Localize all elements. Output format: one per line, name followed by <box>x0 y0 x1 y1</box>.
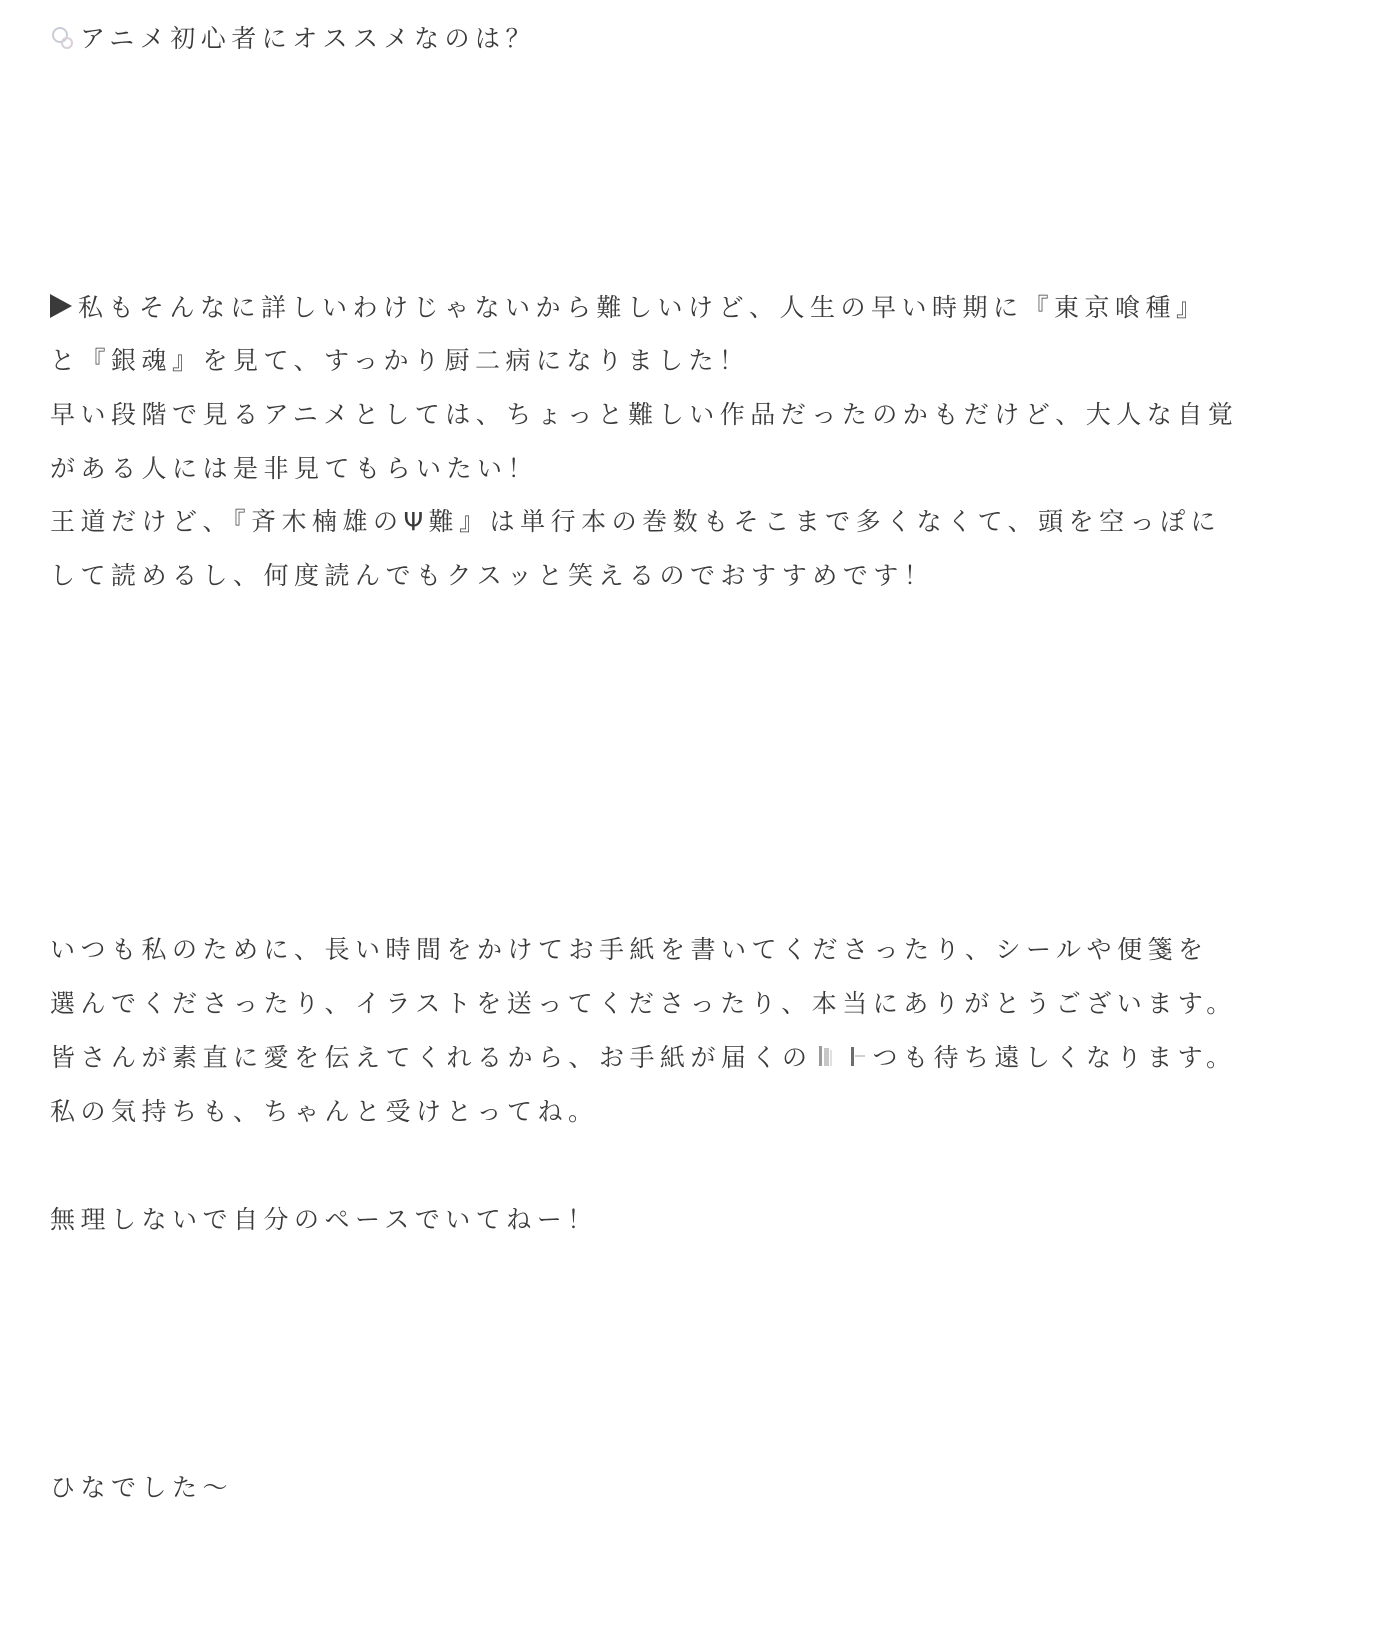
answer-line-4: がある人には是非見てもらいたい！ <box>50 454 539 483</box>
message-line-4: 私の気持ちも、ちゃんと受けとってね。 <box>50 1097 599 1126</box>
message-line-1: いつも私のために、長い時間をかけてお手紙を書いてくださったり、シールや便箋を <box>50 935 1209 964</box>
answer-line-5: 王道だけど、『斉木楠雄のΨ難』は単行本の巻数もそこまで多くなくて、頭を空っぽに <box>50 507 1222 536</box>
answer-line-2: と『銀魂』を見て、すっかり厨二病になりました！ <box>50 346 750 375</box>
message-line-2: 選んでくださったり、イラストを送ってくださったり、本当にありがとうございます。 <box>50 989 1237 1018</box>
message-line-3: 皆さんが素直に愛を伝えてくれるから、お手紙が届くの つも待ち遠しくなります。 <box>50 1043 1237 1072</box>
answer-line-6: して読めるし、何度読んでもクスッと笑えるのでおすすめです！ <box>50 561 935 590</box>
closing-line: 無理しないで自分のペースでいてねー！ <box>50 1205 598 1234</box>
question-heading <box>50 22 536 56</box>
play-triangle-icon <box>50 294 72 318</box>
answer-line-1: 私もそんなに詳しいわけじゃないから難しいけど、人生の早い時期に『東京喰種』 <box>50 291 1207 325</box>
rings-icon <box>50 24 78 52</box>
signature: ひなでした〜 <box>50 1473 234 1502</box>
question-text: アニメ初心者にオススメなのは？ <box>80 24 537 53</box>
glitch-mark-icon <box>815 1042 871 1070</box>
answer-line-3: 早い段階で見るアニメとしては、ちょっと難しい作品だったのかもだけど、大人な自覚 <box>50 400 1239 429</box>
